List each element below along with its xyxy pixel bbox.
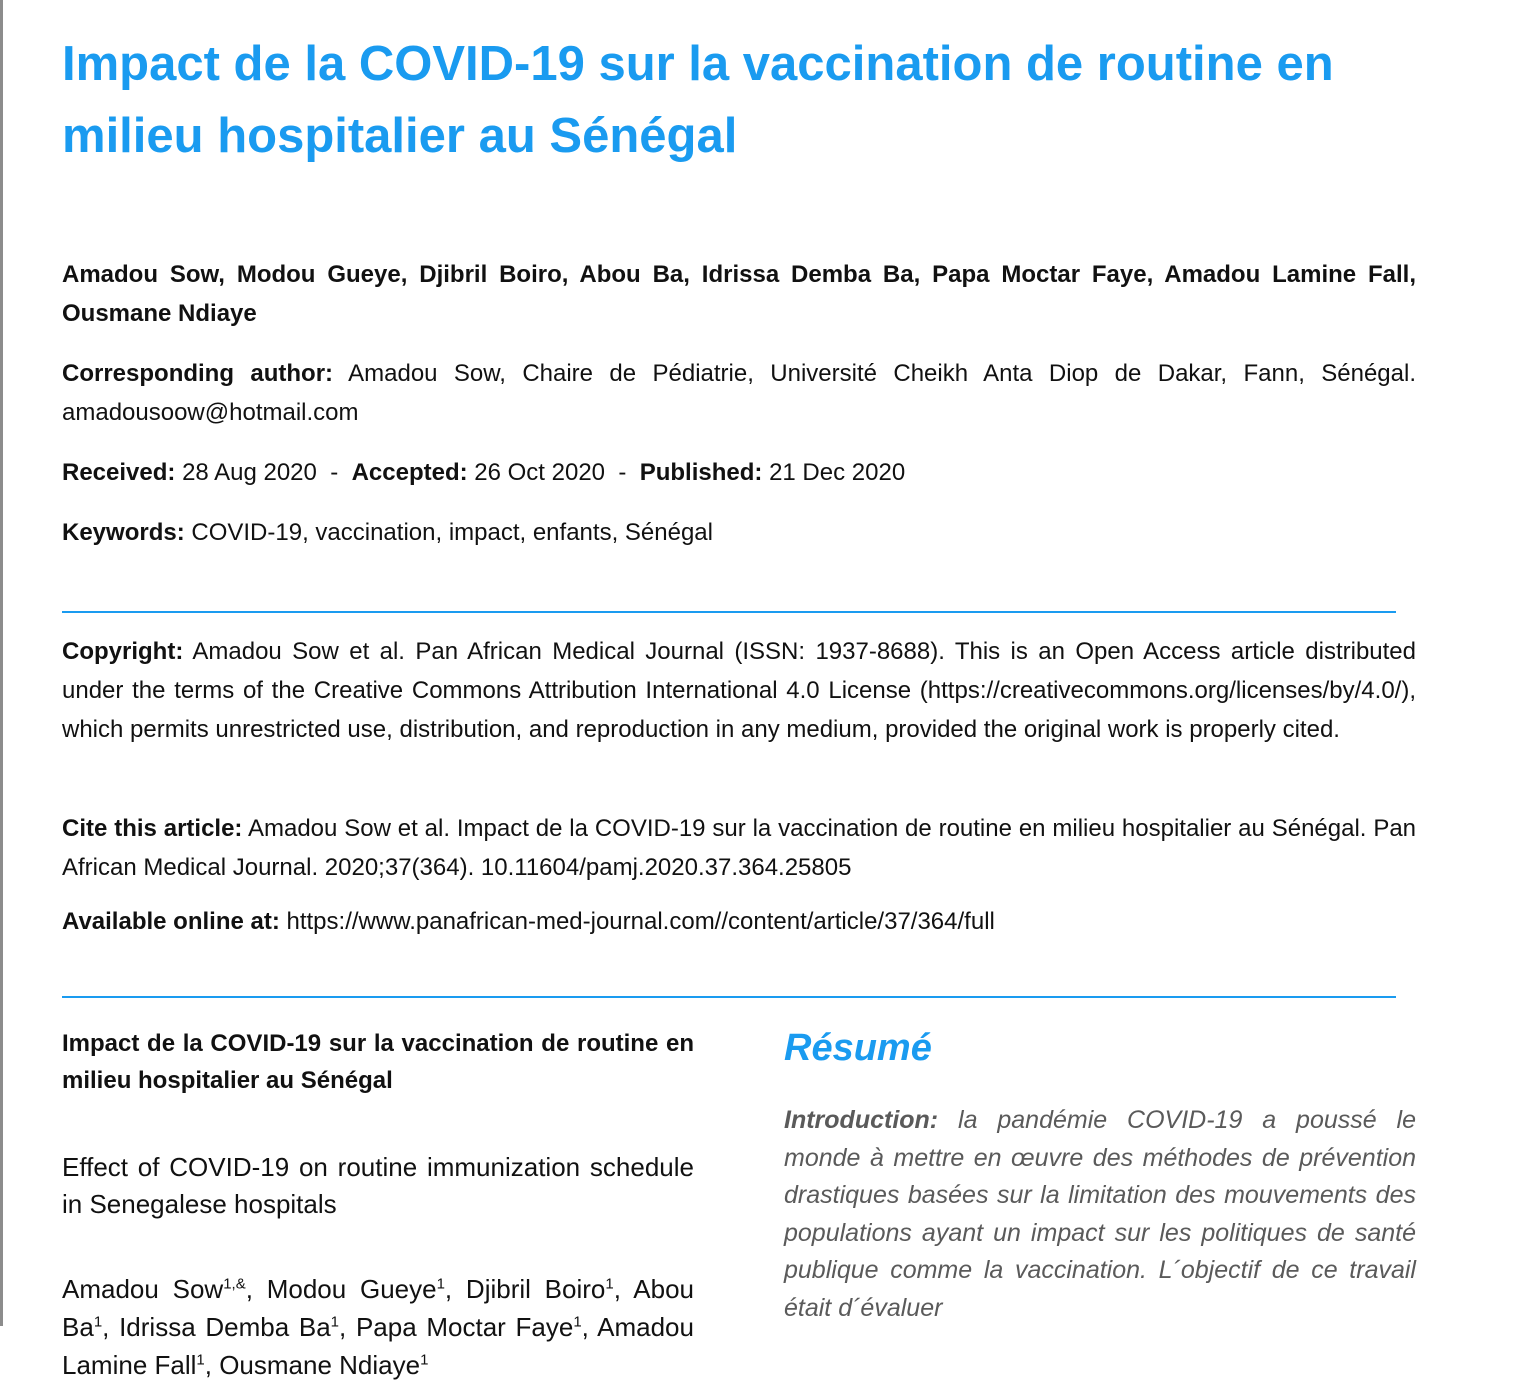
corresponding-text: Amadou Sow, Chaire de Pédiatrie, Université Cheikh Anta Diop de Dakar, Fann, Sénégal. amadousoow@hotmail.com xyxy=(62,360,1417,426)
author-separator: , xyxy=(613,1274,634,1304)
author-name: Modou Gueye xyxy=(266,1274,437,1304)
author-separator: , xyxy=(581,1312,598,1342)
author-separator: , xyxy=(339,1312,356,1342)
published-date: 21 Dec 2020 xyxy=(769,459,906,486)
section-divider xyxy=(62,611,1396,613)
date-separator: - xyxy=(618,459,627,486)
available-online xyxy=(62,902,1416,941)
author-separator: , xyxy=(102,1312,120,1342)
resume-heading: Résumé xyxy=(784,1027,932,1069)
author-affiliation-sup: 1 xyxy=(573,1313,582,1331)
copyright-notice xyxy=(62,632,1416,749)
author-affiliation-sup: 1 xyxy=(436,1275,445,1293)
author-affiliation-sup: 1 xyxy=(605,1275,614,1293)
affiliated-author xyxy=(267,1274,466,1304)
left-column xyxy=(62,1025,694,1384)
author-name: Idrissa Demba Ba xyxy=(119,1312,331,1342)
cite-text: Amadou Sow et al. Impact de la COVID-19 sur la vaccination de routine en milieu hospitalier au Sénégal. Pan African Medical Journal. 2020;37(364). 10.11604/pamj.2020.37.364.25805 xyxy=(62,815,1417,881)
author-list: Amadou Sow, Modou Gueye, Djibril Boiro, Abou Ba, Idrissa Demba Ba, Papa Moctar Faye, Amadou Lamine Fall, Ousmane Ndiaye xyxy=(62,261,1416,327)
online-url[interactable]: https://www.panafrican-med-journal.com//content/article/37/364/full xyxy=(286,908,995,935)
author-name: Amadou Lamine Fall xyxy=(62,1312,694,1380)
affiliated-author xyxy=(119,1312,356,1342)
affiliated-author xyxy=(219,1350,428,1380)
affiliated-author-list xyxy=(62,1270,694,1384)
section-divider xyxy=(62,996,1396,998)
introduction-label: Introduction: xyxy=(784,1106,939,1134)
page-left-border xyxy=(0,0,3,1326)
author-affiliation-sup: 1,& xyxy=(223,1275,246,1293)
corresponding-label: Corresponding author: xyxy=(62,360,334,387)
right-column xyxy=(784,1020,1416,1327)
author-name: Amadou Sow xyxy=(62,1274,224,1304)
keywords xyxy=(62,513,1416,552)
copyright-text: Amadou Sow et al. Pan African Medical Journal (ISSN: 1937-8688). This is an Open Access article distributed under the terms of the Creative Commons Attribution International 4.0 License (https://creativecommons.org/licenses/by/4.0/), which permits unrestricted use, distribution, and reproduction in any medium, provided the original work is properly cited. xyxy=(62,638,1416,743)
published-label: Published: xyxy=(639,459,763,486)
english-title: Effect of COVID-19 on routine immunization schedule in Senegalese hospitals xyxy=(62,1152,694,1219)
author-affiliation-sup: 1 xyxy=(93,1313,103,1331)
introduction-text: la pandémie COVID-19 a poussé le monde à mettre en œuvre des méthodes de prévention drastiques basées sur la limitation des mouvements des populations ayant un impact sur les politiques de santé publique comme la vaccination. L´objectif de ce travail était d´évaluer xyxy=(784,1106,1416,1322)
keywords-text: COVID-19, vaccination, impact, enfants, Sénégal xyxy=(191,519,713,546)
corresponding-author xyxy=(62,354,1416,432)
author-separator: , xyxy=(444,1274,466,1304)
author-separator: , xyxy=(245,1274,267,1304)
cite-label: Cite this article: xyxy=(62,815,243,842)
author-affiliation-sup: 1 xyxy=(420,1351,429,1369)
date-separator: - xyxy=(330,459,339,486)
online-label: Available online at: xyxy=(62,908,280,935)
article-title: Impact de la COVID-19 sur la vaccination de routine en milieu hospitalier au Sénégal xyxy=(62,37,1334,163)
accepted-label: Accepted: xyxy=(351,459,468,486)
author-name: Ousmane Ndiaye xyxy=(219,1350,421,1380)
abstract-introduction xyxy=(784,1102,1416,1327)
copyright-label: Copyright: xyxy=(62,638,184,665)
author-name: Abou Ba xyxy=(62,1274,695,1342)
author-name: Papa Moctar Faye xyxy=(355,1312,574,1342)
affiliated-author xyxy=(466,1274,633,1304)
received-date: 28 Aug 2020 xyxy=(182,459,317,486)
author-affiliation-sup: 1 xyxy=(196,1351,205,1369)
author-affiliation-sup: 1 xyxy=(330,1313,340,1331)
affiliated-author xyxy=(356,1312,597,1342)
article-heading-repeat: Impact de la COVID-19 sur la vaccination de routine en milieu hospitalier au Sénégal xyxy=(62,1030,694,1094)
keywords-label: Keywords: xyxy=(62,519,185,546)
affiliated-author xyxy=(62,1274,267,1304)
article-dates xyxy=(62,453,1416,492)
received-label: Received: xyxy=(62,459,176,486)
author-name: Djibril Boiro xyxy=(465,1274,606,1304)
citation xyxy=(62,809,1416,887)
accepted-date: 26 Oct 2020 xyxy=(474,459,606,486)
author-separator: , xyxy=(204,1350,220,1380)
